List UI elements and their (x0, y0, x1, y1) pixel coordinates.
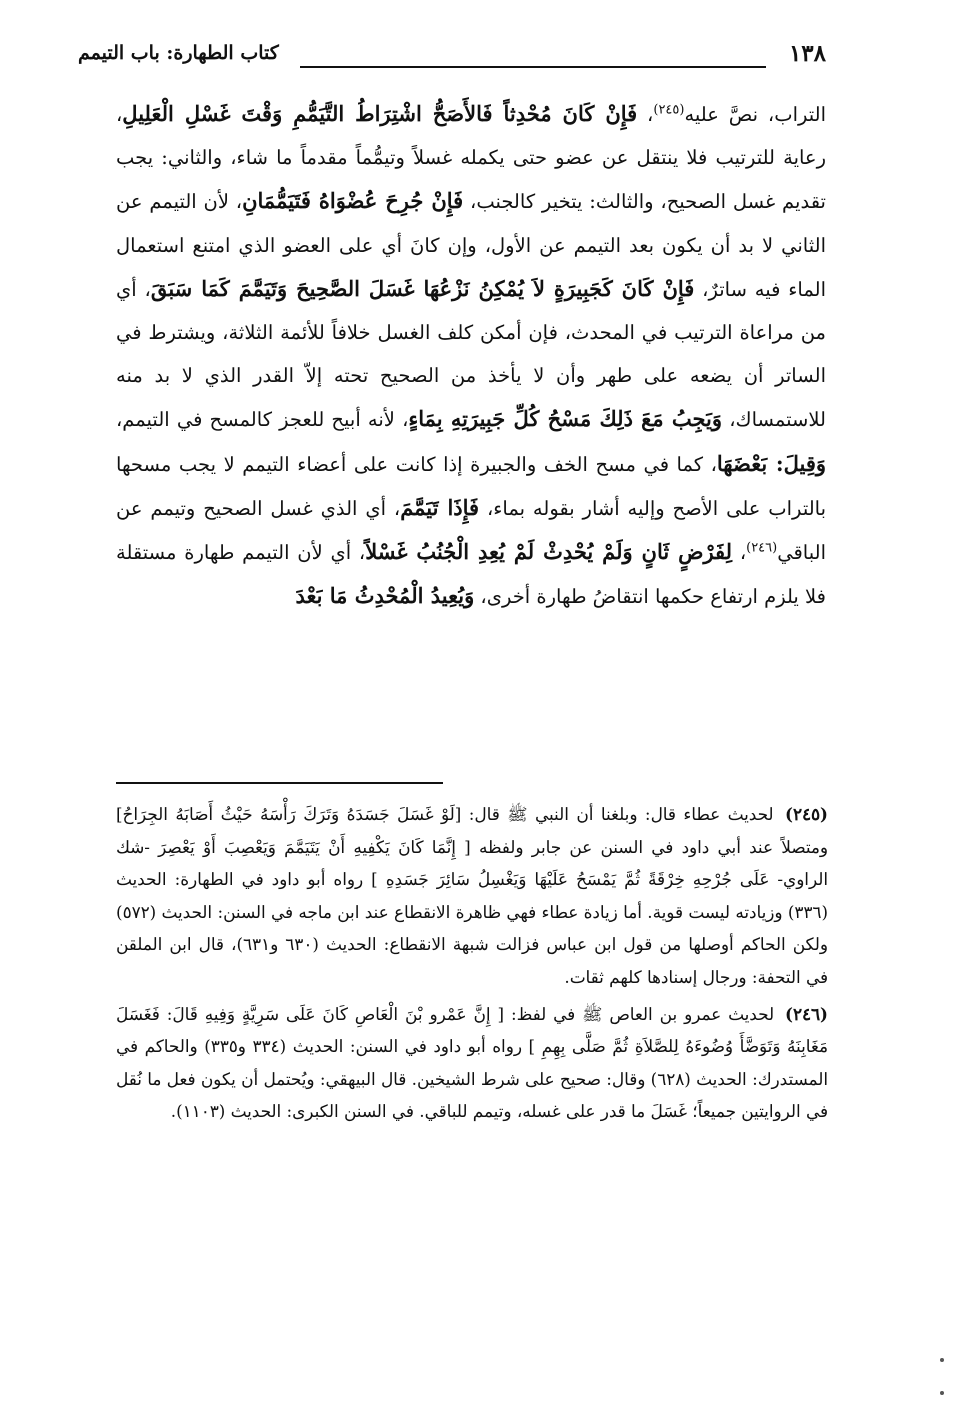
scan-speck (940, 1358, 944, 1362)
footnote-reference: (٢٤٦) (746, 540, 778, 556)
footnote-number: (٢٤٥) (785, 804, 828, 824)
commentary-text: ، أي من مراعاة الترتيب في المحدث، فإن أمكن كلف الغسل خلافاً للأئمة الثلاثة، ويشترط في الساتر أن يضعه على طهر وأن لا يأخذ من الصحيح تحته إلاّ القدر الذي لا بد منه للاستمساك، (116, 277, 826, 432)
footnote-text: لحديث عطاء قال: وبلغنا أن النبي ﷺ قال: [لَوْ غَسَلَ جَسَدَهُ وَتَرَكَ رَأْسَهُ حَيْثُ أَصَابَهُ الجِرَاحُ] ومتصلاً عند أبي داود في السنن عن جابر ولفظه [ إِنَّمَا كَانَ يَكْفِيهِ أَنْ يَتَيَمَّمَ وَيَعْصِبَ أَوْ يَعْصِرَ -شك الراوي- عَلَى جُرْحِهِ خِرْقَةً ثُمَّ يَمْسَحُ عَلَيْهَا وَيَغْسِلُ سَائِرَ جَسَدِهِ ] رواه أبو داود في الطهارة: الحديث (٣٣٦) وزيادته ليست قوية. أما زيادة عطاء فهي ظاهرة الانقطاع عند ابن ماجه في السنن: الحديث (٥٧٢) ولكن الحاكم أوصلها من قول ابن عباس فزالت شبهة الانقطاع: الحديث (٦٣٠ و٦٣١)، قال ابن الملقن في التحفة: ورجال إسنادها كلهم ثقات. (116, 804, 828, 987)
matn-text: فَإِنْ كَانَ كَجَبِيرَةٍ لاَ يُمْكِنُ نَزْعُهَا غَسَلَ الصَّحِيحَ وَتَيَمَّمَ كَمَا سَبَقَ (150, 275, 695, 301)
footnote-number: (٢٤٦) (785, 1003, 828, 1024)
header-rule (300, 66, 766, 68)
commentary-text: ، لأن التيمم عن الثاني لا بد أن يكون بعد التيمم عن الأول، وإن كانَ أي على العضو الذي امتنع استعمال الماء فيه ساترٌ، (116, 190, 826, 301)
scan-speck (940, 1391, 944, 1395)
commentary-text: ، رعاية للترتيب فلا ينتقل عن عضو حتى يكمله غسلاً وتيمُّماً مقدماً ما شاء، والثاني: يجب تقديم غسل الصحيح، والثالث: يتخير كالجنب، (116, 103, 826, 214)
footnote-246 (116, 998, 828, 1128)
matn-text: فَإِذَا تَيَمَّمَ (400, 494, 480, 520)
commentary-text: التراب، نصَّ عليه (684, 103, 826, 126)
commentary-text: ، أي لأن التيمم طهارة مستقلة فلا يلزم ارتفاع حكمها انتقاضُ طهارة أخرى، (116, 541, 826, 609)
footnote-reference: (٢٤٥) (653, 102, 685, 118)
running-title: كتاب الطهارة: باب التيمم (78, 42, 279, 64)
footnote-text: لحديث عمرو بن العاص ﷺ في لفظ: [ إِنَّ عَمْرو بْنَ الْعَاصِ كَانَ عَلَى سَرِيَّةٍ وَفِيهِ قَالَ: فَغَسَلَ مَغَابِنَهُ وَتَوَضَّأَ وُضُوءَهُ لِلصَّلاَةِ ثُمَّ صَلَّى بِهِمِ ] رواه أبو داود في السنن: الحديث (٣٣٤ و٣٣٥) والحاكم في المستدرك: الحديث (٦٢٨) وقال: صحيح على شرط الشيخين. قال البيهقي: ويُحتمل أن يكون فعل ما نُقل في الروايتين جميعاً؛ غَسَلَ ما قدر على غسله، وتيمم للباقي. في السنن الكبرى: الحديث (١١٠٣). (116, 1003, 828, 1122)
page-header (78, 36, 826, 80)
matn-text: فَإِنْ جُرِحَ عُضْوَاهُ فَتَيَمُّمَانِ (242, 188, 464, 214)
matn-text: وَيَجِبُ مَعَ ذَلِكَ مَسْحُ كُلِّ جَبِيرَتِهِ بِمَاءٍ (408, 406, 723, 432)
main-paragraph (116, 92, 826, 618)
commentary-text: ، لأنه أبيح للعجز كالمسح في التيمم، (116, 408, 409, 432)
matn-text: وَقِيلَ: بَعْضَهَا (716, 450, 827, 476)
matn-text: فَإِنْ كَانَ مُحْدِثاً فَالأَصَحُّ اشْتِرَاطُ التَّيَمُّمِ وَقْتَ غَسْلِ الْعَلِيلِ (122, 101, 638, 126)
footnote-separator (116, 782, 443, 784)
commentary-text: ، (637, 103, 654, 126)
commentary-text: ، (732, 541, 747, 565)
commentary-text: ، أي الذي غسل الصحيح وتيمم عن الباقي (116, 496, 826, 565)
matn-text: وَيُعِيدُ الْمُحْدِثُ مَا بَعْدَ (295, 583, 475, 609)
page-number: ١٣٨ (788, 40, 826, 67)
commentary-text: ، كما في مسح الخف والجبيرة إذا كانت على أعضاء التيمم لا يجب مسحها بالتراب على الأصح وإليه أشار بقوله بماء، (116, 452, 827, 520)
matn-text: لِفَرْضٍ ثَانٍ وَلَمْ يُحْدِثْ لَمْ يُعِدِ الْجُنُبُ غَسْلاً (365, 539, 733, 565)
main-text (116, 92, 826, 618)
footnotes (116, 798, 828, 1132)
footnote-245 (116, 798, 828, 994)
